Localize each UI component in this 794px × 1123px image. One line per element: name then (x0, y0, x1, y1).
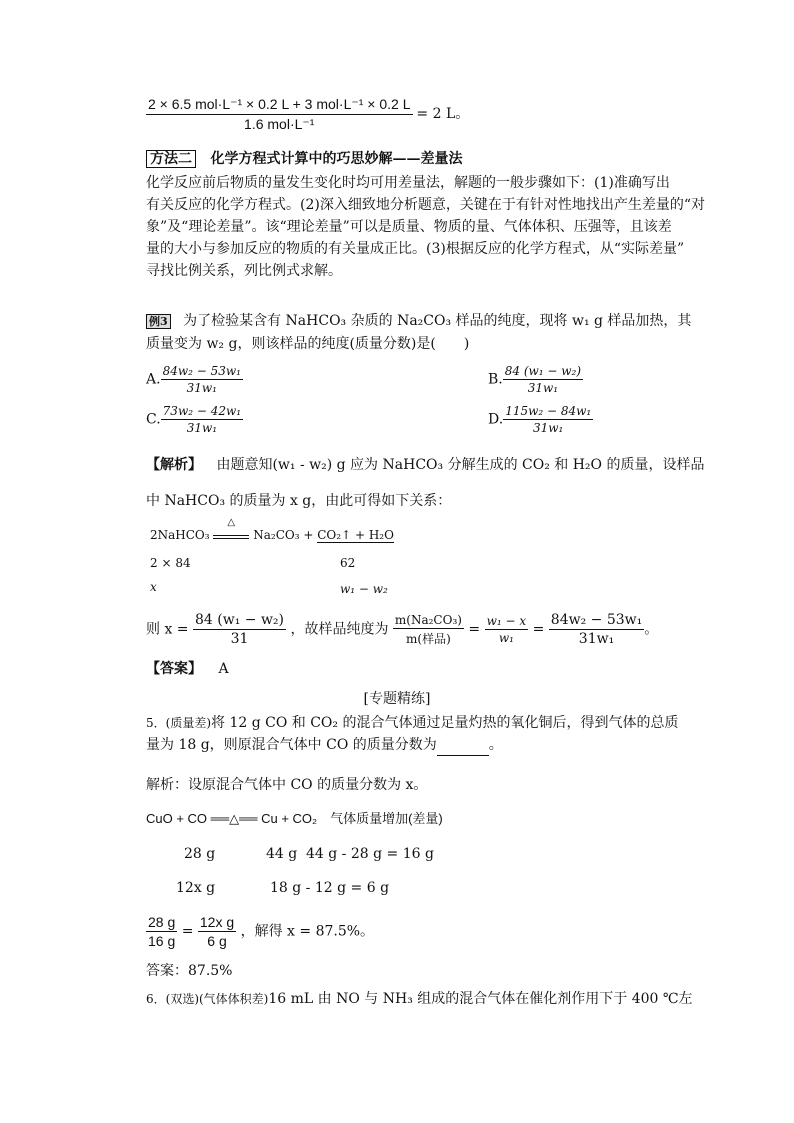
rx1-row3-right: w₁ − w₂ (340, 582, 388, 596)
analysis-block (146, 454, 706, 512)
method-line-5: 寻找比例关系，列比例式求解。 (146, 263, 342, 279)
q5-proportion (146, 914, 374, 949)
top-eq-result: = 2 L。 (416, 106, 470, 123)
answer-label: 【答案】 (146, 661, 202, 677)
rx1-left: 2NaHCO₃ (150, 528, 210, 542)
deq-pur2-den: w₁ (498, 631, 514, 645)
rx1-right-2: CO₂↑ + H₂O (317, 528, 394, 542)
answer-value: A (218, 661, 229, 677)
q5-row3-a: 12x g (176, 880, 216, 896)
q5-solution: 解析：设原混合气体中 CO 的质量分数为 x。 (146, 777, 428, 793)
deq-eq-1: = (468, 621, 481, 638)
option-b-label: B. (488, 371, 503, 388)
option-d-den: 31w₁ (533, 421, 564, 435)
option-b[interactable] (488, 364, 583, 395)
top-eq-denominator: 1.6 mol·L⁻¹ (244, 116, 315, 132)
rx1-arrow (213, 517, 249, 539)
example-question (146, 310, 706, 355)
option-d[interactable] (488, 404, 593, 435)
heat-icon: △ (227, 517, 236, 528)
q5-f2-den: 6 g (207, 933, 227, 949)
derived-equation (146, 612, 658, 647)
method-line-3: 象”及“理论差量”。该“理论差量”可以是质量、物质的量、气体体积、压强等，且该差 (146, 219, 672, 235)
q5-line-2-end: 。 (488, 737, 503, 753)
deq-pur-num: m(Na₂CO₃) (394, 612, 462, 627)
q5-answer: 答案：87.5% (146, 963, 233, 979)
deq-pur-den: m(样品) (406, 631, 451, 646)
option-a-num: 84w₂ − 53w₁ (162, 364, 241, 378)
rx1-row3-left: x (150, 580, 157, 594)
method-line-2: 有关反应的化学方程式。(2)深入细致地分析题意，关键在于有针对性地找出产生差量的“对 (146, 197, 705, 213)
deq-pur3-num: 84w₂ − 53w₁ (550, 612, 643, 628)
q5-row2-a: 28 g (184, 846, 216, 862)
reaction-scheme-1 (150, 517, 394, 542)
q5-reaction: CuO + CO ══△══ Cu + CO₂ 气体质量增加(差量) (146, 811, 443, 826)
example-line-1: 为了检验某含有 NaHCO₃ 杂质的 Na₂CO₃ 样品的纯度，现将 w₁ g 样品加热，其 (183, 313, 692, 329)
method-line-4: 量的大小与参加反应的物质的有关量成正比。(3)根据反应的化学方程式，从“实际差量” (146, 241, 685, 257)
option-c-den: 31w₁ (186, 421, 218, 435)
analysis-label: 【解析】 (146, 457, 202, 473)
option-a-label: A. (146, 371, 161, 388)
question-6 (146, 988, 693, 1008)
q5-row2-b: 44 g (266, 846, 298, 862)
deq-prefix: 则 x = (146, 621, 189, 638)
rx1-row2-left: 2 × 84 (150, 556, 191, 570)
top-eq-numerator: 2 × 6.5 mol·L⁻¹ × 0.2 L + 3 mol·L⁻¹ × 0.2 L (146, 96, 413, 115)
q5-blank[interactable] (437, 741, 489, 756)
analysis-line-1: 由题意知(w₁ - w₂) g 应为 NaHCO₃ 分解生成的 CO₂ 和 H₂O 的质量，设样品 (216, 457, 705, 473)
q5-line-1: 将 12 g CO 和 CO₂ 的混合气体通过足量灼热的氧化铜后，得到气体的总质 (211, 715, 679, 731)
option-d-num: 115w₂ − 84w₁ (505, 404, 592, 418)
example-tag: 例3 (146, 314, 171, 329)
option-c-num: 73w₂ − 42w₁ (162, 404, 242, 418)
q5-f2-num: 12x g (199, 914, 235, 930)
method-title: 化学方程式计算中的巧思妙解——差量法 (210, 151, 463, 167)
option-c[interactable] (146, 404, 243, 435)
rx1-right-1: Na₂CO₃ + (253, 528, 314, 542)
q5-row3-b: 18 g - 12 g = 6 g (270, 880, 390, 896)
example-line-2: 质量变为 w₂ g，则该样品的纯度(质量分数)是( ) (146, 336, 470, 352)
q5-f1-den: 16 g (148, 933, 176, 949)
q6-line-1: 16 mL 由 NO 与 NH₃ 组成的混合气体在催化剂作用下于 400 ℃左 (268, 991, 693, 1007)
deq-mid: ，故样品纯度为 (290, 621, 389, 638)
section-heading: [专题精练] (363, 691, 431, 707)
deq-eq-2: = (532, 621, 545, 638)
method-tag: 方法二 (146, 150, 196, 168)
analysis-line-2: 中 NaHCO₃ 的质量为 x g，由此可得如下关系： (146, 493, 452, 509)
option-d-label: D. (488, 411, 504, 428)
q6-tag: 6．(双选)(气体体积差) (146, 992, 269, 1006)
option-b-num: 84 (w₁ − w₂) (504, 364, 582, 378)
q5-f-eq: = (181, 923, 194, 940)
option-a-den: 31w₁ (186, 381, 217, 395)
answer-line (146, 658, 229, 678)
method-paragraph (146, 172, 706, 282)
q5-f-end: ，解得 x = 87.5%。 (240, 923, 375, 940)
option-c-label: C. (146, 411, 161, 428)
deq-x-den: 31 (230, 631, 249, 647)
q5-row2-c: 44 g - 28 g = 16 g (306, 846, 434, 862)
q5-line-2: 量为 18 g，则原混合气体中 CO 的质量分数为 (146, 737, 437, 753)
question-5 (146, 712, 706, 756)
deq-pur2-num: w₁ − x (486, 614, 527, 628)
option-b-den: 31w₁ (527, 381, 559, 395)
method-header (146, 148, 462, 168)
option-a[interactable] (146, 364, 243, 395)
top-equation (146, 96, 469, 133)
q5-tag: 5．(质量差) (146, 716, 211, 730)
q5-f1-num: 28 g (148, 914, 176, 930)
deq-pur3-den: 31w₁ (578, 631, 615, 647)
deq-x-num: 84 (w₁ − w₂) (194, 612, 284, 628)
method-line-1: 化学反应前后物质的量发生变化时均可用差量法，解题的一般步骤如下：(1)准确写出 (146, 175, 670, 191)
rx1-row2-right: 62 (340, 556, 356, 570)
deq-end: 。 (644, 621, 659, 638)
